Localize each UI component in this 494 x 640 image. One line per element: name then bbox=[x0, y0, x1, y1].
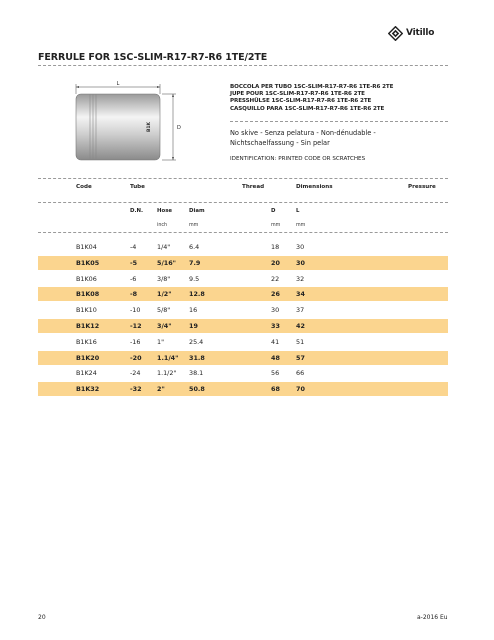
cell-code: B1K04 bbox=[76, 243, 97, 251]
table-row bbox=[38, 240, 448, 254]
cell-dn: -20 bbox=[130, 353, 142, 362]
cell-dn: -8 bbox=[130, 290, 138, 299]
cell-code: B1K32 bbox=[76, 385, 100, 394]
cell-diam: 19 bbox=[189, 322, 198, 330]
description-line: BOCCOLA PER TUBO 1SC-SLIM-R17-R7-R6 1TE-R6 2TE bbox=[230, 84, 394, 90]
multilingual-description bbox=[230, 84, 393, 113]
cell-code: B1K06 bbox=[76, 274, 97, 283]
header-dimensions: Dimensions bbox=[296, 184, 333, 190]
brand-name: Vitillo bbox=[406, 28, 435, 38]
identification-note: IDENTIFICATION: PRINTED CODE OR SCRATCHES bbox=[230, 156, 366, 162]
length-label: L bbox=[116, 81, 120, 87]
cell-l: 34 bbox=[296, 290, 305, 299]
cell-l: 66 bbox=[296, 369, 305, 378]
title-divider bbox=[38, 65, 448, 66]
cell-dn: -10 bbox=[130, 306, 141, 315]
cell-diam: 50.8 bbox=[189, 385, 205, 394]
subheader-hose: Hose bbox=[157, 208, 173, 214]
cell-code: B1K10 bbox=[76, 306, 97, 315]
vitillo-diamond-icon bbox=[388, 26, 403, 41]
cell-hose: 5/16" bbox=[157, 258, 177, 267]
cell-l: 37 bbox=[296, 306, 305, 315]
header-tube: Tube bbox=[130, 184, 145, 190]
cell-hose: 3/8" bbox=[157, 274, 171, 283]
page-number: 20 bbox=[38, 614, 46, 621]
cell-diam: 38.1 bbox=[189, 369, 204, 378]
cell-d: 48 bbox=[271, 353, 280, 362]
cell-l: 32 bbox=[296, 274, 305, 283]
cell-hose: 1" bbox=[157, 337, 165, 346]
description-divider bbox=[230, 121, 448, 122]
cell-dn: -12 bbox=[130, 322, 142, 330]
cell-diam: 25.4 bbox=[189, 337, 204, 346]
cell-d: 33 bbox=[271, 322, 280, 330]
cell-dn: -16 bbox=[130, 337, 141, 346]
table-row bbox=[38, 366, 448, 380]
header-thread: Thread bbox=[242, 184, 265, 190]
description-line: JUPE POUR 1SC-SLIM-R17-R7-R6 1TE-R6 2TE bbox=[230, 91, 365, 98]
unit-l: mm bbox=[296, 223, 306, 228]
description-line: PRESSHÜLSE 1SC-SLIM-R17-R7-R6 1TE-R6 2TE bbox=[230, 98, 372, 105]
cell-diam: 12.8 bbox=[189, 290, 205, 299]
cell-code: B1K12 bbox=[76, 322, 100, 330]
ferrule-drawing bbox=[70, 80, 190, 162]
cell-code: B1K05 bbox=[76, 258, 100, 267]
cell-hose: 1.1/2" bbox=[157, 369, 177, 378]
cell-code: B1K16 bbox=[76, 337, 97, 346]
cell-d: 68 bbox=[271, 385, 280, 394]
cell-dn: -4 bbox=[130, 243, 137, 251]
subheader-dn: D.N. bbox=[130, 208, 144, 214]
cell-code: B1K08 bbox=[76, 290, 100, 299]
table-row bbox=[38, 256, 448, 270]
cell-l: 70 bbox=[296, 385, 305, 394]
header-divider bbox=[38, 202, 448, 203]
units-divider bbox=[38, 232, 448, 233]
page-title: FERRULE FOR 1SC-SLIM-R17-R7-R6 1TE/2TE bbox=[38, 52, 268, 63]
cell-l: 30 bbox=[296, 243, 305, 251]
cell-code: B1K20 bbox=[76, 353, 100, 362]
table-row bbox=[38, 287, 448, 301]
cell-dn: -6 bbox=[130, 274, 137, 283]
cell-d: 30 bbox=[271, 306, 280, 315]
skive-line: Nichtschaelfassung - Sin pelar bbox=[230, 139, 330, 147]
cell-l: 42 bbox=[296, 322, 305, 330]
cell-d: 22 bbox=[271, 274, 280, 283]
table-row bbox=[38, 303, 448, 317]
cell-diam: 31.8 bbox=[189, 353, 205, 362]
cell-l: 51 bbox=[296, 337, 305, 346]
subheader-d: D bbox=[271, 208, 276, 214]
subheader-diam: Diam bbox=[189, 208, 205, 214]
description-line: CASQUILLO PARA 1SC-SLIM-R17-R7-R6 1TE-R6 2TE bbox=[230, 105, 385, 112]
cell-code: B1K24 bbox=[76, 369, 97, 378]
cell-hose: 3/4" bbox=[157, 322, 172, 330]
cell-hose: 1/4" bbox=[157, 243, 171, 251]
table-row bbox=[38, 351, 448, 365]
cell-d: 56 bbox=[271, 369, 280, 378]
edition-label: a-2016 Eu bbox=[417, 614, 448, 621]
cell-hose: 1.1/4" bbox=[157, 353, 179, 362]
cell-diam: 7.9 bbox=[189, 258, 201, 267]
cell-l: 30 bbox=[296, 258, 305, 267]
header-pressure: Pressure bbox=[408, 184, 436, 190]
cell-dn: -32 bbox=[130, 385, 142, 394]
unit-diam: mm bbox=[189, 223, 199, 228]
diameter-label: D bbox=[177, 125, 181, 131]
cell-diam: 9.5 bbox=[189, 274, 200, 283]
cell-diam: 6.4 bbox=[189, 243, 200, 251]
cell-diam: 16 bbox=[189, 306, 198, 315]
cell-hose: 5/8" bbox=[157, 306, 171, 315]
subheader-l: L bbox=[296, 208, 300, 214]
cell-dn: -5 bbox=[130, 258, 138, 267]
cell-d: 18 bbox=[271, 243, 280, 251]
cell-hose: 1/2" bbox=[157, 290, 172, 299]
table-row bbox=[38, 319, 448, 333]
cell-hose: 2" bbox=[157, 385, 165, 394]
unit-hose: inch bbox=[157, 223, 168, 228]
unit-d: mm bbox=[271, 223, 281, 228]
skive-line: No skive - Senza pelatura - Non-dénudable - bbox=[230, 129, 376, 137]
ferrule-stamp: B1K bbox=[147, 121, 152, 133]
table-top-rule bbox=[38, 178, 448, 179]
table-row bbox=[38, 335, 448, 349]
cell-d: 26 bbox=[271, 290, 280, 299]
cell-d: 41 bbox=[271, 337, 280, 346]
table-row bbox=[38, 382, 448, 396]
skive-note bbox=[230, 128, 376, 148]
table-row bbox=[38, 272, 448, 286]
brand-logo bbox=[388, 25, 448, 41]
cell-dn: -24 bbox=[130, 369, 141, 378]
header-code: Code bbox=[76, 184, 92, 190]
cell-d: 20 bbox=[271, 258, 280, 267]
cell-l: 57 bbox=[296, 353, 305, 362]
